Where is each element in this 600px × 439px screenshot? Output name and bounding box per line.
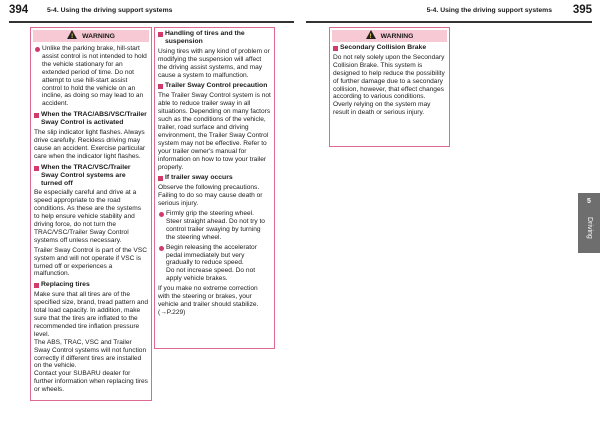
chapter-tab [578, 193, 600, 253]
subheading-secondary-collision-brake: Secondary Collision Brake [333, 44, 446, 52]
chapter-label: Driving [586, 217, 593, 239]
warning-triangle-icon: ! [67, 30, 77, 39]
paragraph-do-not-increase-speed: Do not increase speed. Do not apply vehicle brakes. [166, 267, 256, 283]
warning-box-left [30, 27, 152, 401]
warning-title: WARNING [380, 33, 414, 40]
subheading-systems-off: When the TRAC/VSC/Trailer Sway Control systems are turned off [34, 164, 148, 188]
paragraph-contact-dealer: Contact your SUBARU dealer for further information when replacing tires or wheels. [34, 370, 148, 394]
subheading-trailer-sway-occurs: If trailer sway occurs [158, 174, 271, 182]
paragraph-stabilize: If you make no extreme correction with the steering or brakes, your vehicle and trailer should stabilize. (→P.229) [158, 285, 259, 316]
warning-title: WARNING [82, 33, 115, 40]
subheading-trailer-sway-precaution: Trailer Sway Control precaution [158, 82, 271, 90]
right-section-title: 5-4. Using the driving support systems [426, 7, 552, 14]
warning-bullet-hill-start: Unlike the parking brake, hill-start assist control is not intended to hold the vehicle stationary for an extended period of time. Do not attempt to use hill-start assist control to hold the vehicle on an incline, as doing so may lead to an accident. [34, 45, 148, 108]
warning-box-middle [154, 27, 275, 349]
paragraph-slip-indicator: The slip indicator light flashes. Always drive carefully. Reckless driving may cause an accident. Exercise particular care when the indicator light flashes. [34, 129, 146, 160]
paragraph-trailer-sway-system: The Trailer Sway Control system is not able to reduce trailer sway in all situations. Depending on many factors such as the conditions of the vehicle, trailer, road surface and driving environment, the Trailer Sway Control system may not be effective. Refer to your trailer owner's manual for information on how to tow your trailer properly. [158, 92, 271, 171]
paragraph-observe-precautions: Observe the following precautions. [158, 184, 260, 192]
warning-box-right [329, 27, 450, 147]
paragraph-tire-problems: Using tires with any kind of problem or modifying the suspension will affect the driving assist systems, and may cause a system to malfunction. [158, 47, 270, 79]
right-page-header [300, 2, 592, 18]
right-page-number: 395 [572, 4, 592, 16]
subheading-tires-suspension: Handling of tires and the suspension [158, 30, 271, 46]
subheading-trac-activated: When the TRAC/ABS/VSC/Trailer Sway Control is activated [34, 111, 148, 127]
paragraph-secondary-collision: Do not rely solely upon the Secondary Collision Brake. This system is designed to help reduce the possibility of further damage due to a secondary collision, however, that effect changes according to various conditions. Overly relying on the system may result in death or serious injury. [333, 53, 445, 117]
left-section-title: 5-4. Using the driving support systems [47, 7, 173, 14]
right-header-rule [306, 21, 592, 23]
left-page-number: 394 [9, 4, 29, 16]
warning-header [33, 30, 149, 42]
paragraph-drive-carefully: Be especially careful and drive at a speed appropriate to the road conditions. As these are the systems to help ensure vehicle stability and driving force, do not turn the TRAC/VSC/Trailer Sway Control systems off unless necessary. [34, 189, 142, 244]
left-header-rule [9, 21, 294, 23]
subheading-replacing-tires: Replacing tires [34, 281, 148, 289]
paragraph-trailer-sway-vsc: Trailer Sway Control is part of the VSC system and will not operate if VSC is turned off or experiences a malfunction. [34, 246, 147, 278]
bullet-grip-steering: Firmly grip the steering wheel. Steer straight ahead. Do not try to control trailer swaying by turning the steering wheel. [158, 210, 271, 242]
warning-header [332, 30, 447, 42]
bullet-release-accelerator: Begin releasing the accelerator pedal immediately but very gradually to reduce speed. [158, 244, 271, 268]
warning-triangle-icon: ! [366, 30, 376, 39]
paragraph-failing: Failing to do so may cause death or serious injury. [158, 192, 263, 208]
paragraph-tire-function: The ABS, TRAC, VSC and Trailer Sway Control systems will not function correctly if different tires are installed on the vehicle. [34, 338, 147, 370]
paragraph-tire-spec: Make sure that all tires are of the specified size, brand, tread pattern and total load capacity. In addition, make sure that the tires are inflated to the recommended tire inflation pressure level. [34, 291, 148, 338]
left-page-header [9, 2, 301, 18]
chapter-number: 5 [587, 198, 591, 205]
